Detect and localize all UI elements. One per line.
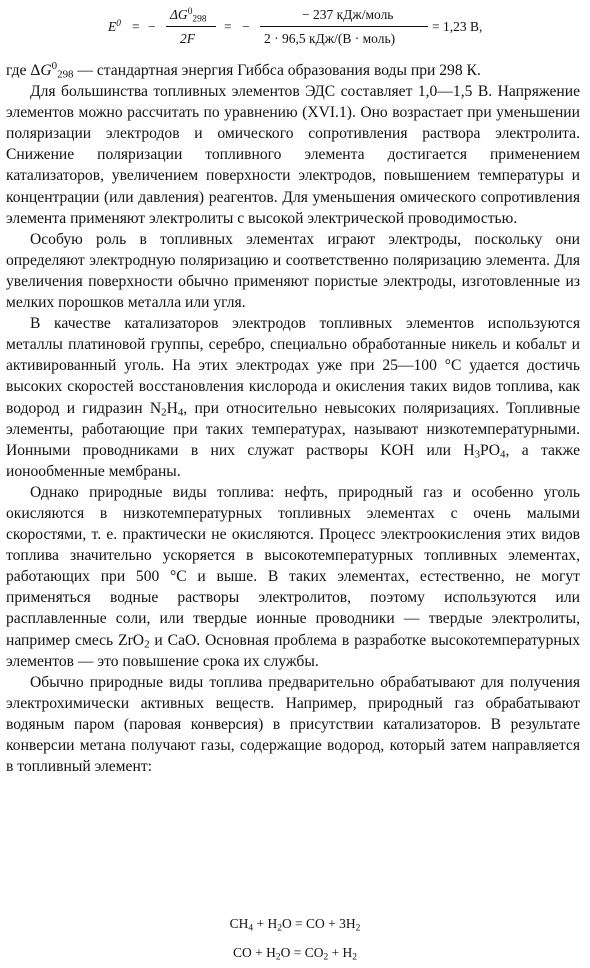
- paragraph-natural-fuels: Однако природные виды топлива: нефть, природный газ и особенно уголь окисляются в низкотемпературных топливных элементах с очень малыми скоростями, т. е. практически не окисляются. Процесс электроокисления этих видов топлива значительно ускоряется в высокотемпературных топливных элементах, работающих при 500 °С и выше. В таких элементах, естественно, не могут применяться водные растворы электролитов, поэтому используются или расплавленные соли, или твердые ионные проводники — твердые электролиты, например смесь ZrO$_2$ и CaO. Основная проблема в разработке высокотемпературных элементов — это повышение срока их службы.: [6, 483, 580, 670]
- formula-equals-1: =: [132, 19, 140, 34]
- equation-water-gas-shift: CO + $H_2O = CO_2 + H_2$: [232, 945, 358, 963]
- equation-methane-reforming: $CH_4 + H_2O$ = CO + $3H_2$: [229, 916, 361, 934]
- formula-fraction-bar-2: [260, 26, 428, 27]
- paragraph-fuel-conversion: Обычно природные виды топлива предварительно обрабатывают для получения электрохимически активных веществ. Например, природный газ обрабатывают водяным паром (паровая конверсия) в присутствии катализаторов. В результате конверсии метана получают газы, содержащие водород, который затем направляется в топливный элемент:: [6, 673, 580, 776]
- formula-lhs: $E^0$: [108, 18, 121, 34]
- emf-formula: [108, 4, 578, 50]
- paragraph-catalysts: В качестве катализаторов электродов топливных элементов используются металлы платиновой группы, серебро, специально обработанные никель и кобальт и активированный уголь. На этих электродах уже при 25—100 °С удается достичь высоких скоростей восстановления кислорода и окисления таких видов топлива, как водород и гидразин $N_2H_4$, при относительно невысоких поляризациях. Топливные элементы, работающие при таких температурах, называют низкотемпературными. Ионными проводниками в них служат растворы KOH или $H_3PO_4$, а также ионообменные мембраны.: [6, 315, 580, 480]
- formula-minus-1: −: [148, 19, 156, 34]
- formula-denominator-1: 2F: [180, 31, 195, 46]
- paragraph-emf-range: Для большинства топливных элементов ЭДС составляет 1,0—1,5 В. Напряжение элементов можно рассчитать по уравнению (XVI.1). Оно возрастает при уменьшении поляризации электродов и омического сопротивления раствора электролита. Снижение поляризации топливного элемента достигается применением катализаторов, увеличением поверхности электродов, повышением температуры и концентрации (или давления) реагентов. Для уменьшения омического сопротивления элемента применяют электролиты с высокой электрической проводимостью.: [6, 83, 580, 227]
- paragraph-electrodes-role: Особую роль в топливных элементах играют электроды, поскольку они определяют электродную поляризацию и соответственно поляризацию элемента. Для увеличения поверхности обычно применяют пористые электроды, изготовленные из мелких порошков металла или угля.: [6, 230, 580, 312]
- formula-denominator-2: 2 · 96,5 кДж/(В · моль): [264, 31, 396, 46]
- formula-numerator-1: $\Delta G^0_{298}$: [170, 6, 207, 25]
- formula-minus-2: −: [242, 19, 250, 34]
- formula-fraction-bar-1: [166, 26, 216, 27]
- body-text: [6, 60, 580, 777]
- formula-result: = 1,23 В,: [432, 19, 483, 34]
- formula-numerator-2: − 237 кДж/моль: [302, 7, 394, 22]
- paragraph-gibbs-note: где $\Delta G^0_{298}$ — стандартная энергия Гиббса образования воды при 298 К.: [6, 60, 481, 81]
- formula-equals-2: =: [224, 19, 232, 34]
